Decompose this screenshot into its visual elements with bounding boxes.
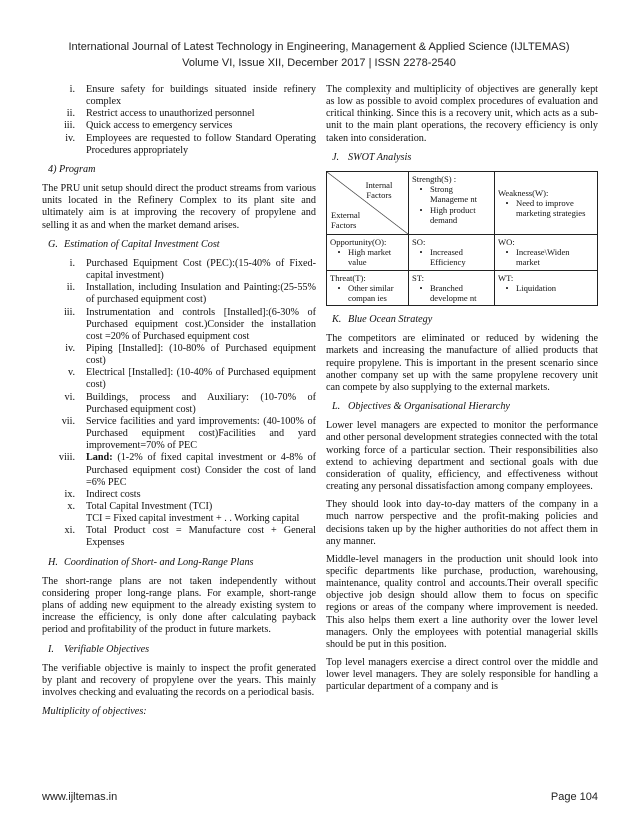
list-item: iii. Quick access to emergency services: [63, 120, 233, 132]
footer-website: www.ijltemas.in: [42, 791, 118, 803]
list-item: iii. Instrumentation and controls [Installed]:(6-30% of Purchased equipment cost.)Consider the installation cost =20% of Purchased equipment cost: [63, 306, 316, 342]
list-item: i. Ensure safety for buildings situated inside refinery complex: [69, 84, 316, 108]
swot-table: [326, 171, 598, 306]
section-h-paragraph: The short-range plans are not taken independently without considering proper long-range plans. For example, short-range plans of adding new equipment to the already existing system to increase the efficiency, is only done after calculating payback period and profitability of the product in future markets.: [42, 575, 316, 636]
wt-cell: WT: • Liquidation: [495, 270, 598, 306]
list-item: iv. Employees are requested to follow Standard Operating Procedures appropriately: [65, 132, 316, 156]
section-i-heading: I. Verifiable Objectives: [48, 643, 150, 655]
section-l-paragraph-1: Lower level managers are expected to monitor the performance and other personal development strategies connected with the total working force of a particular section. Their responsibilities also extend to achieving department and sectional goals with due consideration of quality, efficiency, and effectiveness without creating any personal dissatisfaction among company employees.: [326, 420, 598, 493]
list-item: iv. Piping [Installed]: (10-80% of Purchased equipment cost): [65, 342, 316, 367]
list-item: ix. Indirect costs: [64, 488, 141, 500]
wo-cell: WO: • Increase\Widen market: [495, 234, 598, 270]
tci-formula: TCI = Fixed capital investment + . . Working capital: [86, 513, 300, 525]
internal-factors-label: Internal Factors: [365, 179, 393, 201]
list-item: vii. Service facilities and yard improvements: (40-100% of Purchased equipment cost)Facilities and yard improvement=70% of PEC: [61, 415, 316, 452]
so-cell: SO: • Increased Efficiency: [409, 234, 495, 270]
list-item: i. Purchased Equipment Cost (PEC):(15-40% of Fixed-capital investment): [69, 257, 316, 282]
weakness-cell: Weakness(W): • Need to improve marketing strategies: [495, 171, 598, 234]
section-l-heading: L. Objectives & Organisational Hierarchy: [332, 401, 510, 413]
section-l-paragraph-3: Middle-level managers in the production unit should look into specific departments like purchase, production, warehousing, maintenance, quality control and accounts.Their overall specific objective job design should allow them to focus on specific regions or areas of the company where improvement is needed. This also helps them exert a line authority over the lower level managers. Only the employees with potential managerial skills should be put in this position.: [326, 553, 598, 650]
section-j-heading: J. SWOT Analysis: [332, 151, 412, 163]
left-column: [42, 84, 316, 725]
list-item: xi. Total Product cost = Manufacture cost + General Expenses: [64, 525, 316, 549]
safety-list: [42, 84, 316, 157]
program-paragraph: The PRU unit setup should direct the product streams from various units located in the Refinery Complex to its plant site and ultimately aim is at improving the recovery of propylene and selling it as and when the market demand arises.: [42, 183, 316, 231]
list-item: x. Total Capital Investment (TCI): [67, 501, 213, 512]
section-i-paragraph: The verifiable objective is mainly to inspect the profit generated by plant and recovery of propylene over the years. This mainly involves checking and evaluating the records on a periodical basis.: [42, 662, 316, 699]
list-item: vi. Buildings, process and Auxiliary: (10-70% of Purchased equipment cost): [64, 391, 316, 415]
threat-cell: Threat(T): • Other similar compan ies: [327, 270, 409, 306]
multiplicity-heading: Multiplicity of objectives:: [42, 706, 147, 718]
section-k-paragraph: The competitors are eliminated or reduced by widening the markets and increasing the manufacture of allied products that require propylene. This is important in the present scenario since another company set up with the same propylene recovery unit can compete by also supplying to the external markets.: [326, 333, 598, 393]
external-factors-label: External Factors: [331, 209, 361, 230]
intro-paragraph: The complexity and multiplicity of objectives are generally kept as low as possible to avoid complex procedures of evaluation and critical thinking. Since this is a recovery unit, which acts as a sub-unit to the main plant operations, the recovery efficiency is only taken into consideration.: [326, 84, 598, 144]
journal-volume: Volume VI, Issue XII, December 2017 | ISSN 2278-2540: [182, 57, 456, 69]
list-item: viii. Land: (1-2% of fixed capital investment or 4-8% of Purchased equipment cost) Consider the cost of land =6% PEC: [58, 452, 316, 488]
list-item: v. Electrical [Installed]: (10-40% of Purchased equipment cost): [68, 367, 316, 391]
section-k-heading: K. Blue Ocean Strategy: [332, 314, 433, 326]
section-g-heading: G. Estimation of Capital Investment Cost: [48, 238, 220, 250]
list-item: ii. Installation, including Insulation and Painting:(25-55% of purchased equipment cost): [66, 282, 316, 306]
section-l-paragraph-4: Top level managers exercise a direct control over the middle and lower level managers. They are solely responsible for handling a particular department of a company and is: [326, 657, 598, 693]
cost-list-continued: [42, 525, 316, 549]
swot-corner-cell: [327, 171, 409, 234]
section-h-heading: H. Coordination of Short- and Long-Range Plans: [48, 556, 254, 568]
opportunity-cell: Opportunity(O): • High market value: [327, 234, 409, 270]
st-cell: ST: • Branched developme nt: [409, 270, 495, 306]
right-column: [326, 84, 598, 700]
program-heading: 4) Program: [48, 163, 96, 175]
list-item: ii. Restrict access to unauthorized personnel: [66, 108, 255, 120]
section-l-paragraph-2: They should look into day-to-day matters of the company in a much narrow perspective and the profit-making policies and decisions taken up by the higher authorities do not affect them in any manner.: [326, 499, 598, 547]
cost-list: [42, 258, 316, 513]
footer-page-number: Page 104: [550, 791, 598, 803]
journal-title: International Journal of Latest Technology in Engineering, Management & Applied Science (IJLTEMAS): [68, 41, 570, 53]
strength-cell: Strength(S) : • Strong Manageme nt • High product demand: [409, 171, 495, 234]
